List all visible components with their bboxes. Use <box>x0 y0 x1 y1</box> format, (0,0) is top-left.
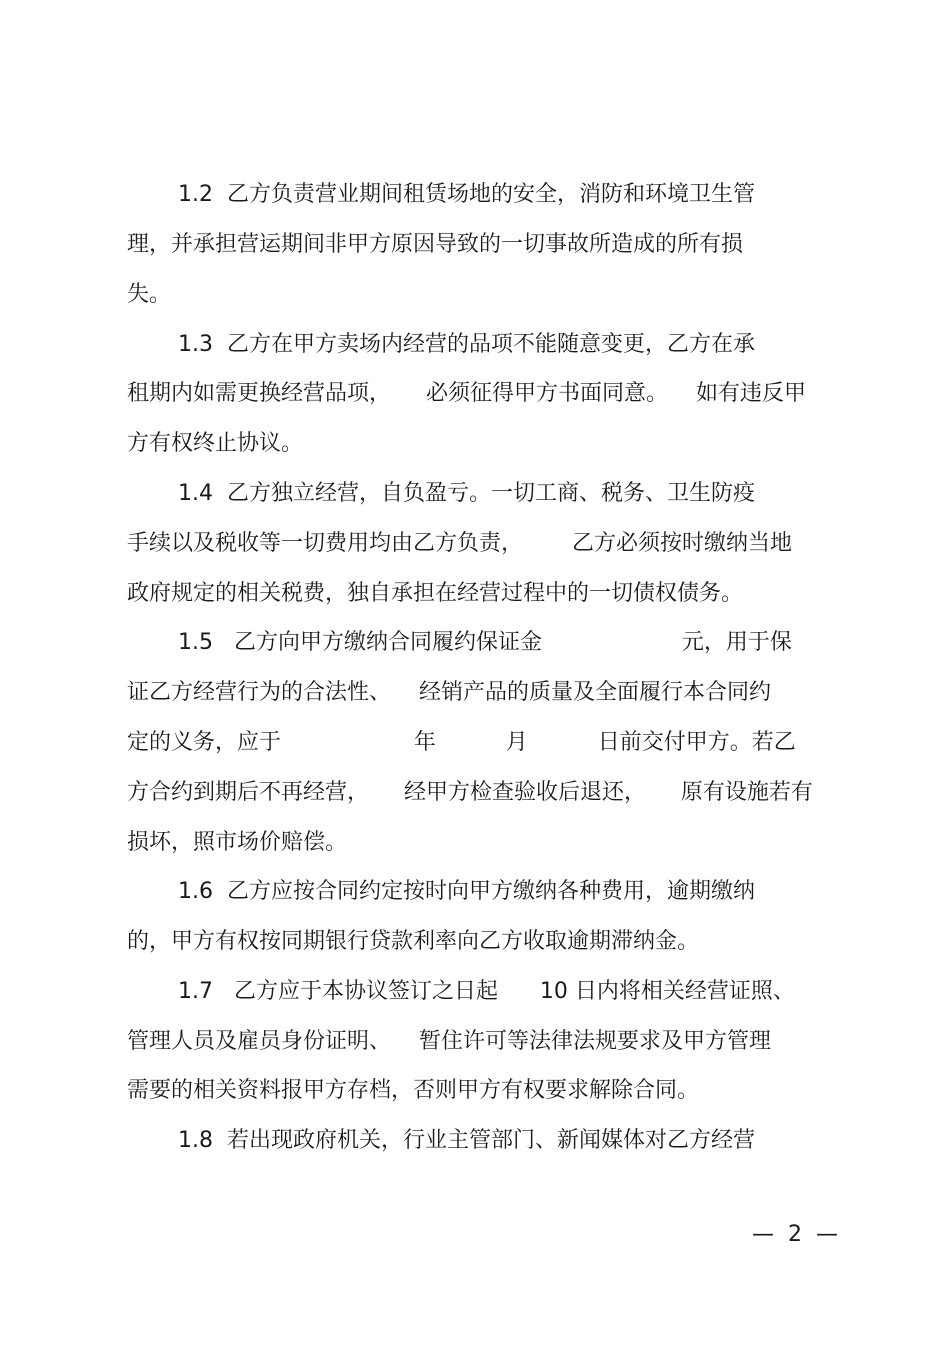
text-line: 1.3 乙方在甲方卖场内经营的品项不能随意变更，乙方在承 <box>178 332 755 357</box>
text-line: 管理人员及雇员身份证明、 暂住许可等法律法规要求及甲方管理 <box>127 1029 771 1054</box>
text-line: 方合约到期后不再经营， 经甲方检查验收后退还， 原有设施若有 <box>127 780 813 805</box>
text-line: 失。 <box>127 282 172 307</box>
page-number: — 2 — <box>752 1222 838 1247</box>
text-line: 的，甲方有权按同期银行贷款利率向乙方收取逾期滞纳金。 <box>127 929 700 954</box>
text-line: 1.8 若出现政府机关，行业主管部门、新闻媒体对乙方经营 <box>178 1128 755 1153</box>
text-line: 需要的相关资料报甲方存档，否则甲方有权要求解除合同。 <box>127 1078 700 1103</box>
text-line: 1.7 乙方应于本协议签订之日起 10 日内将相关经营证照、 <box>178 979 795 1004</box>
text-line: 1.2 乙方负责营业期间租赁场地的安全，消防和环境卫生管 <box>178 182 755 207</box>
text-line: 手续以及税收等一切费用均由乙方负责， 乙方必须按时缴纳当地 <box>127 531 792 556</box>
text-line: 1.5 乙方向甲方缴纳合同履约保证金 元，用于保 <box>178 630 792 655</box>
text-line: 定的义务，应于 年 月 日前交付甲方。若乙 <box>127 730 796 755</box>
text-line: 理，并承担营运期间非甲方原因导致的一切事故所造成的所有损 <box>127 232 744 257</box>
text-line: 政府规定的相关税费，独自承担在经营过程中的一切债权债务。 <box>127 581 744 606</box>
text-line: 证乙方经营行为的合法性、 经销产品的质量及全面履行本合同约 <box>127 680 771 705</box>
text-line: 损坏，照市场价赔偿。 <box>127 830 348 855</box>
text-line: 1.4 乙方独立经营，自负盈亏。一切工商、税务、卫生防疫 <box>178 481 755 506</box>
text-line: 租期内如需更换经营品项， 必须征得甲方书面同意。 如有违反甲 <box>127 381 806 406</box>
text-line: 方有权终止协议。 <box>127 431 304 456</box>
text-line: 1.6 乙方应按合同约定按时向甲方缴纳各种费用，逾期缴纳 <box>178 879 755 904</box>
